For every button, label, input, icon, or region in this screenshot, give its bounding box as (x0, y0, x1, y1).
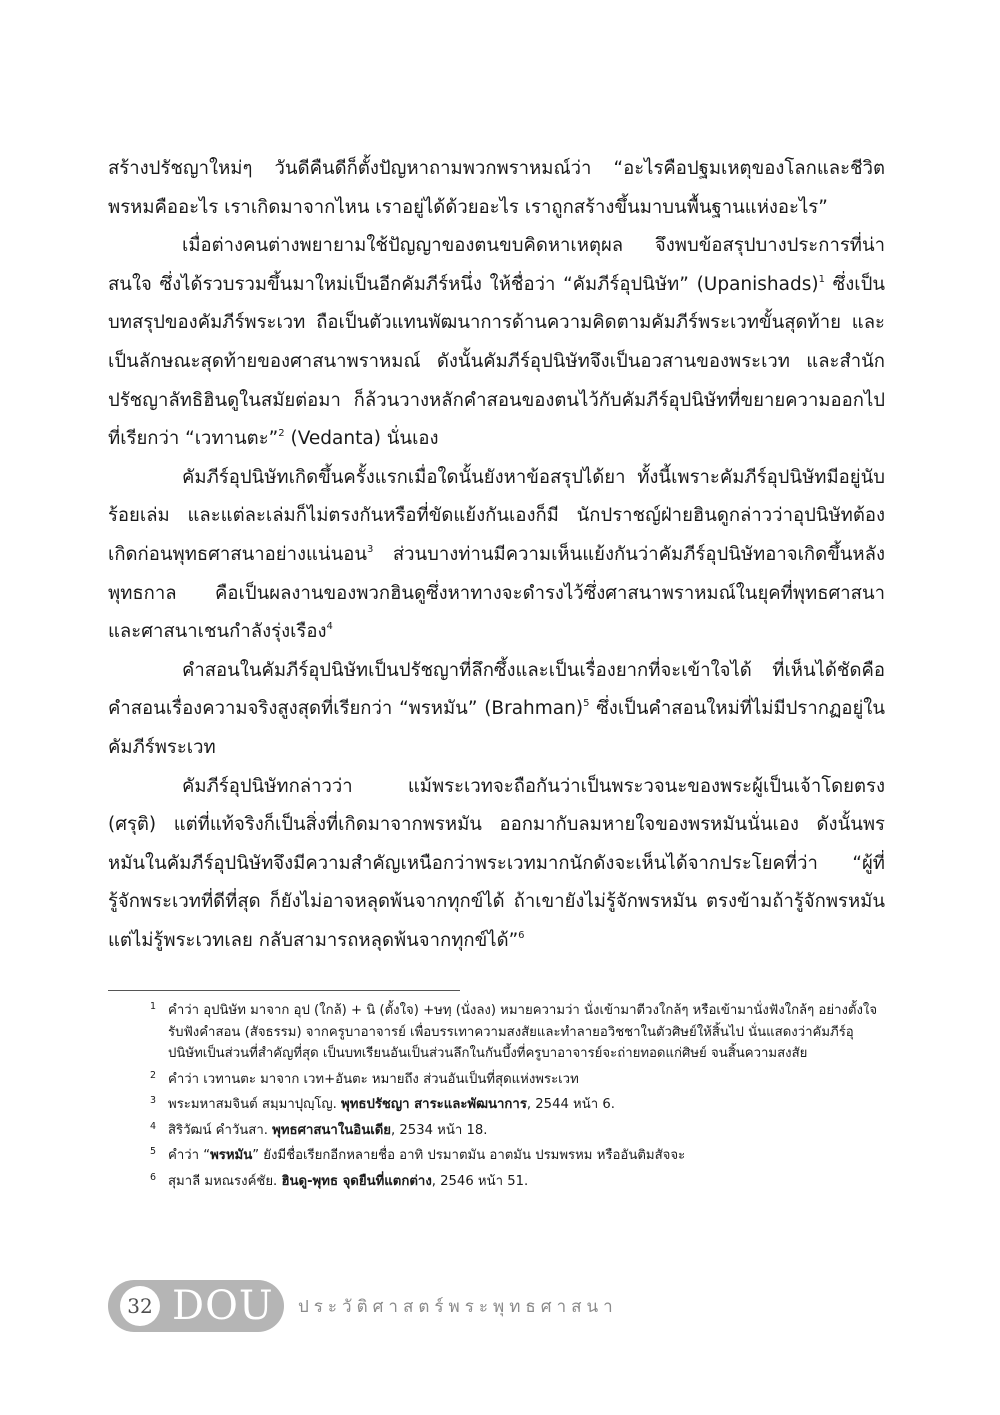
footnote-ref-5: 5 (583, 698, 590, 710)
footnote-ref-2: 2 (278, 428, 285, 440)
footnote-ref-3: 3 (366, 543, 374, 555)
footnote-5-term: พรหมัน (210, 1148, 253, 1163)
footnote-divider (108, 990, 460, 991)
book-title: ประวัติศาสตร์พระพุทธศาสนา (298, 1296, 618, 1317)
paragraph-4-text-a: คำสอนในคัมภีร์อุปนิษัทเป็นปรัชญาที่ลึกซึ้งและเป็นเรื่องยากที่จะเข้าใจได้ ที่เห็นได้ชัดคือคำสอนเรื่องความจริงสูงสุดที่เรียกว่า “พรหมัน” (Brahman) (108, 659, 885, 720)
footnote-3-number: 3 (150, 1095, 157, 1106)
footnote-3-detail: , 2544 หน้า 6. (526, 1097, 615, 1112)
footnote-6-title: ฮินดู-พุทธ จุดยืนที่แตกต่าง (281, 1173, 432, 1189)
paragraph-3-text-a: คัมภีร์อุปนิษัทเกิดขึ้นครั้งแรกเมื่อใดนั้นยังหาข้อสรุปได้ยา ทั้งนี้เพราะคัมภีร์อุปนิษัทมีอยู่นับร้อยเล่ม และแต่ละเล่มก็ไม่ตรงกันหรือที่ขัดแย้งกันเองก็มี นักปราชญ์ฝ่ายฮินดูกล่าวว่าอุปนิษัทต้องเกิดก่อนพุทธศาสนาอย่างแน่นอน (108, 466, 885, 565)
footnote-4-author: สิริวัฒน์ คำวันสา. (168, 1122, 273, 1138)
footnote-5-number: 5 (150, 1146, 157, 1157)
footnote-ref-1: 1 (818, 273, 825, 285)
footnote-4-number: 4 (150, 1120, 157, 1132)
footnote-1-text: คำว่า อุปนิษัท มาจาก อุป (ใกล้) + นิ (ตั้งใจ) +ษทฺ (นั่งลง) หมายความว่า นั่งเข้ามาตีวงใกล้ๆ หรือเข้ามานั่งฟังใกล้ๆ อย่างตั้งใจรับฟังคำสอน (สัจธรรม) จากครูบาอาจารย์ เพื่อบรรเทาความสงสัยและทำลายอวิชชาในตัวศิษย์ให้สิ้นไป นั่นแสดงว่าคัมภีร์อุปนิษัทเป็นส่วนที่สำคัญที่สุด เป็นบทเรียนอันเป็นส่วนลึกในกันบึ้งที่ครูบาอาจารย์จะถ่ายทอดแก่ศิษย์ จนสิ้นความสงสัย (168, 1003, 878, 1061)
footnote-2-text: คำว่า เวทานตะ มาจาก เวท+อันตะ หมายถึง ส่วนอันเป็นที่สุดแห่งพระเวท (168, 1071, 579, 1087)
paragraph-2-text-c: (Vedanta) นั่นเอง (284, 428, 439, 450)
paragraph-2 (108, 227, 885, 459)
footnote-6 (150, 1171, 885, 1193)
footnote-2-number: 2 (150, 1069, 157, 1081)
footnote-5-prefix: คำว่า “ (168, 1148, 211, 1163)
footnote-5-detail: ” ยังมีชื่อเรียกอีกหลายชื่อ อาทิ ปรมาตมัน อาตมัน ปรมพรหม หรืออันติมสัจจะ (252, 1148, 686, 1163)
footnote-2 (150, 1069, 885, 1091)
footnote-6-number: 6 (150, 1171, 157, 1183)
footnote-3-title: พุทธปรัชญา สาระและพัฒนาการ (341, 1097, 527, 1112)
footnotes (150, 1000, 885, 1196)
footnote-ref-4: 4 (326, 621, 333, 633)
footnote-4-title: พุทธศาสนาในอินเดีย (272, 1122, 392, 1138)
footnote-1-number: 1 (150, 1001, 157, 1012)
paragraph-5 (108, 768, 885, 961)
paragraph-2-text-a: เมื่อต่างคนต่างพยายามใช้ปัญญาของตนขบคิดหาเหตุผล จึงพบข้อสรุปบางประการที่น่าสนใจ ซึ่งได้รวบรวมขึ้นมาใหม่เป็นอีกคัมภีร์หนึ่ง ให้ชื่อว่า “คัมภีร์อุปนิษัท” (Upanishads) (108, 235, 885, 295)
paragraph-2-text-b: ซึ่งเป็นบทสรุปของคัมภีร์พระเวท ถือเป็นตัวแทนพัฒนาการด้านความคิดตามคัมภีร์พระเวทขั้นสุดท้าย และเป็นลักษณะสุดท้ายของศาสนาพราหมณ์ ดังนั้นคัมภีร์อุปนิษัทจึงเป็นอวสานของพระเวท และสำนักปรัชญาลัทธิฮินดูในสมัยต่อมา ก็ล้วนวางหลักคำสอนของตนไว้กับคัมภีร์อุปนิษัทที่ขยายความออกไปที่เรียกว่า “เวทานตะ” (108, 273, 885, 450)
footnote-ref-6: 6 (518, 929, 525, 941)
page-footer (108, 1280, 618, 1332)
paragraph-1: สร้างปรัชญาใหม่ๆ วันดีคืนดีก็ตั้งปัญหาถามพวกพราหมณ์ว่า “อะไรคือปฐมเหตุของโลกและชีวิต พรหมคืออะไร เราเกิดมาจากไหน เราอยู่ได้ด้วยอะไร เราถูกสร้างขึ้นมาบนพื้นฐานแห่งอะไร” (108, 158, 885, 218)
footnote-3 (150, 1094, 885, 1116)
paragraph-3-text-b: ส่วนบางท่านมีความเห็นแย้งกันว่าคัมภีร์อุปนิษัทอาจเกิดขึ้นหลังพุทธกาล คือเป็นผลงานของพวกฮินดูซึ่งหาทางจะดำรงไว้ซึ่งศาสนาพราหมณ์ในยุคที่พุทธศาสนาและศาสนาเชนกำลังรุ่งเรือง (108, 543, 885, 643)
footnote-3-author: พระมหาสมจินต์ สมฺมาปุญฺโญ. (168, 1097, 342, 1112)
paragraph-4 (108, 652, 885, 768)
paragraph-5-text: คัมภีร์อุปนิษัทกล่าวว่า แม้พระเวทจะถือกันว่าเป็นพระวจนะของพระผู้เป็นเจ้าโดยตรง (ศรุติ) แต่ที่แท้จริงก็เป็นสิ่งที่เกิดมาจากพรหมัน ออกมากับลมหายใจของพรหมันนั่นเอง ดังนั้นพรหมันในคัมภีร์อุปนิษัทจึงมีความสำคัญเหนือกว่าพระเวทมากนักดังจะเห็นได้จากประโยคที่ว่า “ผู้ที่รู้จักพระเวทที่ดีที่สุด ก็ยังไม่อาจหลุดพ้นจากทุกข์ได้ ถ้าเขายังไม่รู้จักพรหมัน ตรงข้ามถ้ารู้จักพรหมันแต่ไม่รู้พระเวทเลย กลับสามารถหลุดพ้นจากทุกข์ได้” (108, 775, 885, 951)
page-number: 32 (120, 1286, 160, 1326)
footnote-6-author: สุมาลี มหณรงค์ชัย. (168, 1173, 282, 1189)
footnote-5 (150, 1145, 885, 1167)
footnote-4 (150, 1120, 885, 1142)
footnote-4-detail: , 2534 หน้า 18. (391, 1122, 488, 1138)
paragraph-3 (108, 459, 885, 652)
footnote-6-detail: , 2546 หน้า 51. (431, 1173, 529, 1189)
main-text (108, 150, 885, 960)
dou-logo: DOU (172, 1283, 274, 1329)
paragraph-4-text-b: ซึ่งเป็นคำสอนใหม่ที่ไม่มีปรากฏอยู่ในคัมภีร์พระเวท (108, 698, 885, 758)
footnote-1 (150, 1000, 885, 1065)
page-badge (108, 1280, 284, 1332)
